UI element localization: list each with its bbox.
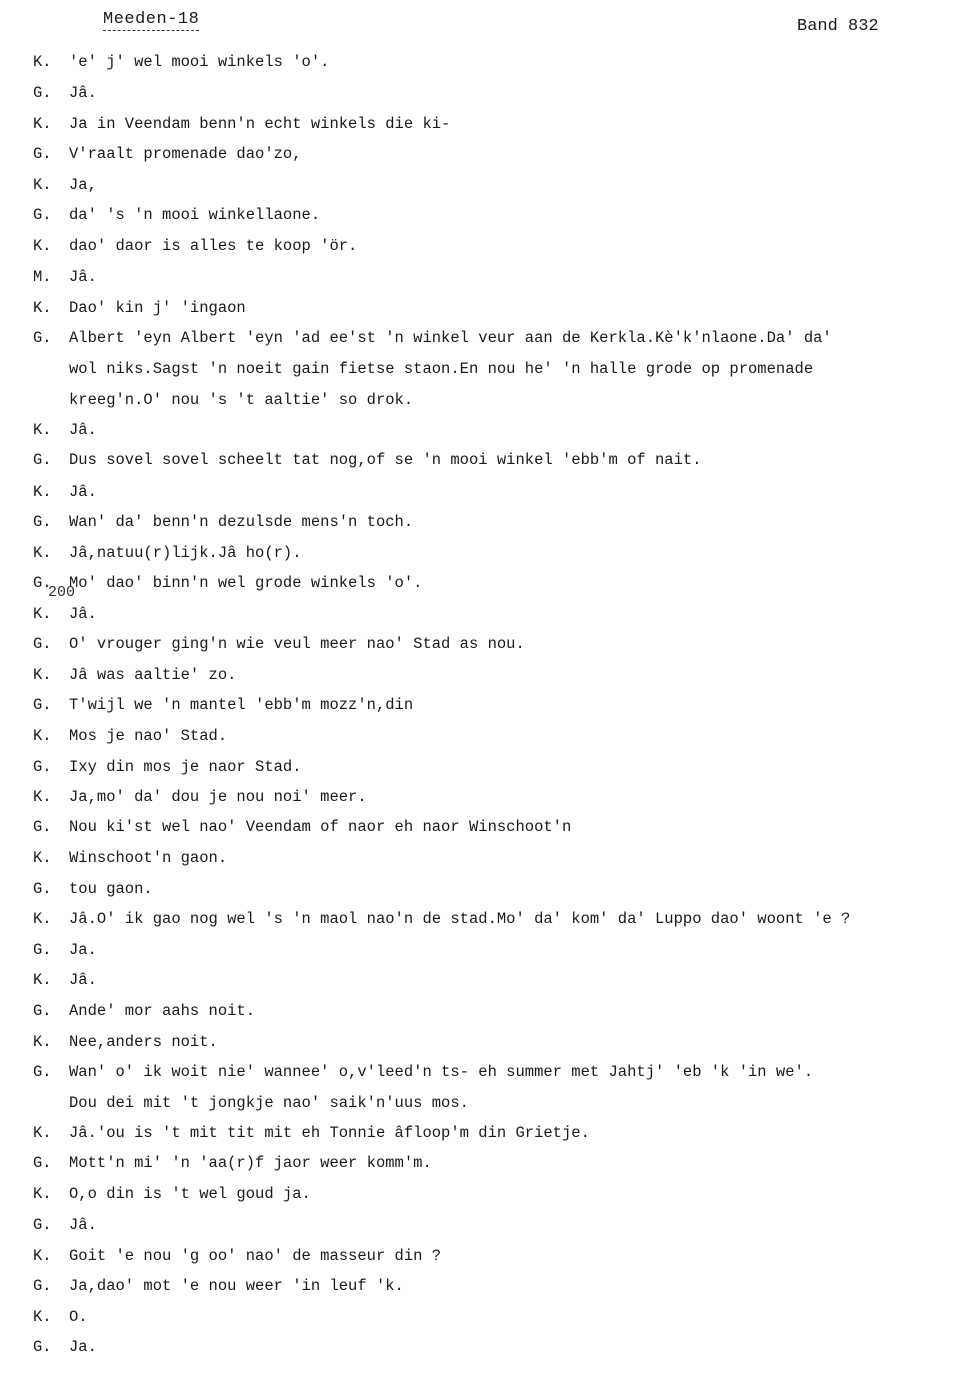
transcript-entry	[33, 1276, 404, 1296]
speaker-label: G.	[33, 1063, 52, 1081]
transcript-entry	[33, 1307, 88, 1327]
transcript-entry	[33, 879, 153, 899]
transcript-line	[33, 848, 227, 868]
transcript-entry	[33, 695, 413, 715]
speaker-label: G.	[33, 758, 52, 776]
speaker-label: G.	[33, 451, 52, 469]
utterance-text: T'wijl we 'n mantel 'ebb'm mozz'n,din	[69, 696, 414, 714]
utterance-text: Ja,dao' mot 'e nou weer 'in leuf 'k.	[69, 1277, 404, 1295]
transcript-entry	[33, 543, 302, 563]
transcript-entry	[33, 236, 357, 256]
transcript-entry	[33, 52, 329, 72]
transcript-entry	[33, 450, 702, 470]
transcript-entry	[33, 420, 97, 440]
utterance-text: Wan' da' benn'n dezulsde mens'n toch.	[69, 513, 414, 531]
utterance-text: tou gaon.	[69, 880, 153, 898]
speaker-label: G.	[33, 1002, 52, 1020]
utterance-text: Dus sovel sovel scheelt tat nog,of se 'n mooi winkel 'ebb'm of nait.	[69, 451, 702, 469]
transcript-entry	[33, 1153, 432, 1173]
speaker-label: G.	[33, 880, 52, 898]
speaker-label: K.	[33, 115, 52, 133]
speaker-label: K.	[33, 176, 52, 194]
speaker-label: K.	[33, 1033, 52, 1051]
speaker-label: G.	[33, 84, 52, 102]
utterance-text: Jâ.	[69, 421, 97, 439]
transcript-line	[33, 695, 413, 715]
utterance-continuation: kreeg'n.O' nou 's 't aaltie' so drok.	[69, 391, 414, 409]
utterance-text: Jâ,natuu(r)lijk.Jâ ho(r).	[69, 544, 302, 562]
speaker-label: G.	[33, 1154, 52, 1172]
speaker-label: G.	[33, 1277, 52, 1295]
utterance-text: Ja,mo' da' dou je nou noi' meer.	[69, 788, 367, 806]
speaker-label: K.	[33, 666, 52, 684]
transcript-line	[33, 267, 97, 287]
speaker-label: K.	[33, 1247, 52, 1265]
transcript-entry	[33, 512, 413, 532]
transcript-line	[33, 543, 302, 563]
transcript-line	[33, 665, 236, 685]
page-number: 200	[48, 584, 76, 601]
transcript-line	[33, 573, 422, 593]
utterance-text: Mos je nao' Stad.	[69, 727, 228, 745]
speaker-label: K.	[33, 299, 52, 317]
utterance-text: Jâ.'ou is 't mit tit mit eh Tonnie âfloop'm din Grietje.	[69, 1124, 590, 1142]
transcript-entry	[33, 1123, 590, 1143]
transcript-line	[33, 787, 367, 807]
utterance-text: Ja.	[69, 941, 97, 959]
speaker-label: G.	[33, 329, 52, 347]
speaker-label: K.	[33, 910, 52, 928]
transcript-entry	[33, 757, 302, 777]
utterance-text: Ixy din mos je naor Stad.	[69, 758, 302, 776]
speaker-label: G.	[33, 1338, 52, 1356]
transcript-entry	[33, 970, 97, 990]
transcript-line	[33, 114, 450, 134]
transcript-entry	[33, 1032, 218, 1052]
transcript-line	[33, 726, 227, 746]
transcript-entry	[33, 1001, 255, 1021]
speaker-label: G.	[33, 574, 52, 592]
speaker-label: G.	[33, 206, 52, 224]
speaker-label: K.	[33, 483, 52, 501]
transcript-entry	[33, 634, 525, 654]
transcript-line	[33, 817, 571, 837]
utterance-text: Jâ.O' ik gao nog wel 's 'n maol nao'n de stad.Mo' da' kom' da' Luppo dao' woont 'e ?	[69, 910, 851, 928]
utterance-text: Wan' o' ik woit nie' wannee' o,v'leed'n ts- eh summer met Jahtj' 'eb 'k 'in we'.	[69, 1063, 814, 1081]
transcript-entry	[33, 1337, 97, 1357]
transcript-entry	[33, 1062, 813, 1113]
transcript-entry	[33, 787, 367, 807]
transcript-line	[33, 236, 357, 256]
transcript-entry	[33, 1184, 311, 1204]
transcript-line	[33, 634, 525, 654]
transcript-entry	[33, 267, 97, 287]
transcript-entry	[33, 726, 227, 746]
utterance-text: Jâ was aaltie' zo.	[69, 666, 237, 684]
utterance-text: Ande' mor aahs noit.	[69, 1002, 256, 1020]
transcript-line	[33, 1215, 97, 1235]
transcript-entry	[33, 940, 97, 960]
utterance-continuation: Dou dei mit 't jongkje nao' saik'n'uus mos.	[69, 1094, 469, 1112]
tape-label: Band 832	[797, 17, 879, 36]
utterance-text: 'e' j' wel mooi winkels 'o'.	[69, 53, 330, 71]
speaker-label: K.	[33, 727, 52, 745]
speaker-label: K.	[33, 971, 52, 989]
transcript-line	[33, 144, 302, 164]
transcript-line	[33, 205, 320, 225]
speaker-label: K.	[33, 421, 52, 439]
utterance-continuation: wol niks.Sagst 'n noeit gain fietse staon.En nou he' 'n halle grode op promenade	[69, 360, 814, 378]
speaker-label: K.	[33, 53, 52, 71]
utterance-text: dao' daor is alles te koop 'ör.	[69, 237, 358, 255]
utterance-text: Nee,anders noit.	[69, 1033, 218, 1051]
transcript-entry	[33, 298, 246, 318]
transcript-line	[33, 52, 329, 72]
transcript-entry	[33, 144, 302, 164]
utterance-text: da' 's 'n mooi winkellaone.	[69, 206, 321, 224]
transcript-entry	[33, 573, 422, 593]
transcript-entry	[33, 604, 97, 624]
speaker-label: K.	[33, 1124, 52, 1142]
document-title: Meeden-18	[103, 10, 200, 29]
transcript-line	[33, 1184, 311, 1204]
utterance-text: V'raalt promenade dao'zo,	[69, 145, 302, 163]
transcript-line	[33, 970, 97, 990]
transcript-line	[33, 604, 97, 624]
speaker-label: G.	[33, 635, 52, 653]
transcript-line	[33, 512, 413, 532]
transcript-entry	[33, 83, 97, 103]
utterance-text: Mott'n mi' 'n 'aa(r)f jaor weer komm'm.	[69, 1154, 432, 1172]
transcript-line	[33, 1307, 88, 1327]
utterance-text: Jâ.	[69, 268, 97, 286]
transcript-line	[33, 450, 702, 470]
transcript-line	[33, 1246, 441, 1266]
utterance-text: Jâ.	[69, 483, 97, 501]
transcript-entry	[33, 205, 320, 225]
utterance-text: Albert 'eyn Albert 'eyn 'ad ee'st 'n winkel veur aan de Kerkla.Kè'k'nlaone.Da' da'	[69, 329, 832, 347]
utterance-text: O,o din is 't wel goud ja.	[69, 1185, 311, 1203]
speaker-label: M.	[33, 268, 52, 286]
speaker-label: K.	[33, 1308, 52, 1326]
transcript-line	[33, 1337, 97, 1357]
utterance-text: Winschoot'n gaon.	[69, 849, 228, 867]
transcript-line	[33, 175, 97, 195]
speaker-label: G.	[33, 145, 52, 163]
utterance-text: Goit 'e nou 'g oo' nao' de masseur din ?	[69, 1247, 442, 1265]
transcript-entry	[33, 1215, 97, 1235]
utterance-text: Ja,	[69, 176, 97, 194]
utterance-text: Nou ki'st wel nao' Veendam of naor eh naor Winschoot'n	[69, 818, 572, 836]
speaker-label: G.	[33, 818, 52, 836]
transcript-entry	[33, 328, 832, 410]
transcript-line	[33, 83, 97, 103]
transcript-entry	[33, 114, 450, 134]
transcript-line	[33, 757, 302, 777]
transcript-line	[33, 1123, 590, 1143]
speaker-label: K.	[33, 544, 52, 562]
speaker-label: K.	[33, 605, 52, 623]
transcript-line	[33, 879, 153, 899]
transcript-line	[33, 420, 97, 440]
transcript-entry	[33, 909, 850, 929]
speaker-label: K.	[33, 849, 52, 867]
transcript-line	[33, 1062, 813, 1082]
utterance-text: Mo' dao' binn'n wel grode winkels 'o'.	[69, 574, 423, 592]
speaker-label: G.	[33, 1216, 52, 1234]
utterance-text: Jâ.	[69, 605, 97, 623]
speaker-label: G.	[33, 696, 52, 714]
speaker-label: K.	[33, 788, 52, 806]
utterance-text: Jâ.	[69, 1216, 97, 1234]
transcript-entry	[33, 665, 236, 685]
speaker-label: G.	[33, 513, 52, 531]
utterance-text: Ja in Veendam benn'n echt winkels die ki-	[69, 115, 451, 133]
transcript-entry	[33, 848, 227, 868]
utterance-text: O.	[69, 1308, 88, 1326]
utterance-text: Ja.	[69, 1338, 97, 1356]
transcript-line	[33, 1153, 432, 1173]
transcript-entry	[33, 817, 571, 837]
transcript-entry	[33, 1246, 441, 1266]
transcript-line	[33, 940, 97, 960]
utterance-text: O' vrouger ging'n wie veul meer nao' Stad as nou.	[69, 635, 525, 653]
utterance-text: Jâ.	[69, 84, 97, 102]
transcript-line	[33, 298, 246, 318]
speaker-label: K.	[33, 1185, 52, 1203]
transcript-entry	[33, 175, 97, 195]
transcript-line	[33, 328, 832, 348]
utterance-text: Jâ.	[69, 971, 97, 989]
transcript-line	[33, 1001, 255, 1021]
transcript-line	[33, 482, 97, 502]
speaker-label: G.	[33, 941, 52, 959]
transcript-line	[33, 1276, 404, 1296]
utterance-text: Dao' kin j' 'ingaon	[69, 299, 246, 317]
transcript-line	[33, 909, 850, 929]
transcript-entry	[33, 482, 97, 502]
transcript-line	[33, 1032, 218, 1052]
speaker-label: K.	[33, 237, 52, 255]
